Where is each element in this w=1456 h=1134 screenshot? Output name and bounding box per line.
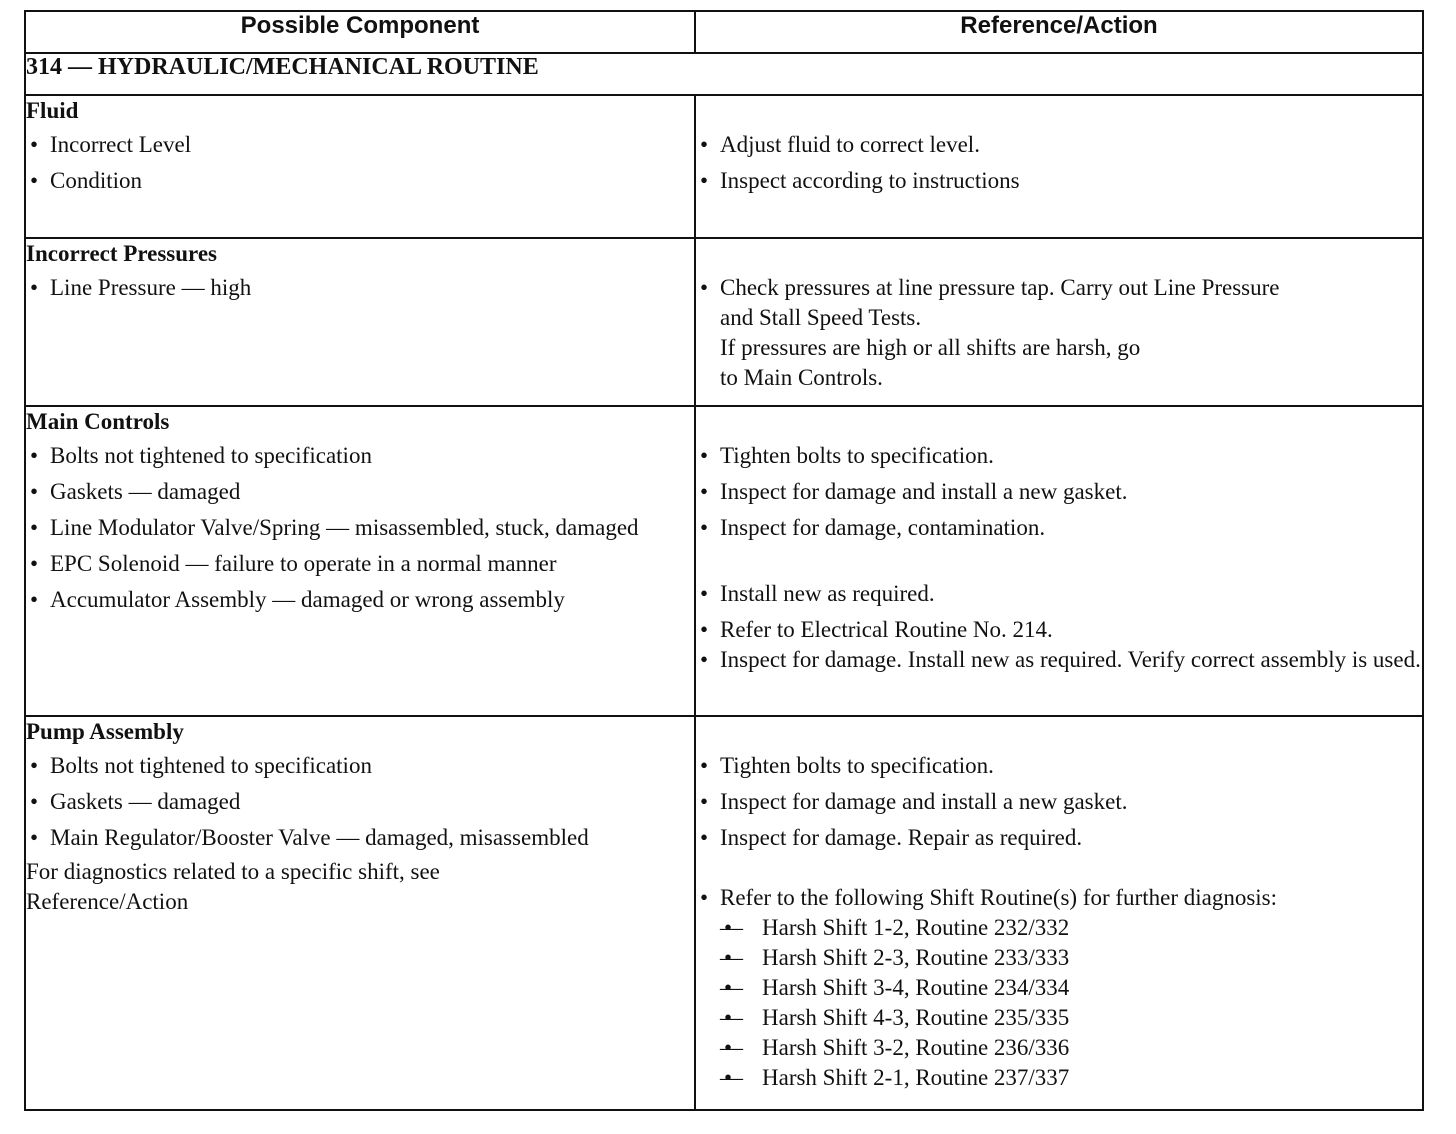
- pump-actions-cell: [695, 716, 1423, 1110]
- list-item: • Gaskets — damaged: [26, 787, 694, 817]
- list-item: • Inspect for damage, contamination.: [696, 513, 1422, 543]
- list-item: • Accumulator Assembly — damaged or wrong assembly: [26, 585, 694, 615]
- list-item: • Line Modulator Valve/Spring — misassembled, stuck, damaged: [26, 513, 694, 543]
- list-item: [696, 883, 1422, 1093]
- action-line: and Stall Speed Tests.: [720, 305, 922, 330]
- shift-routine-item: • — Harsh Shift 2-3, Routine 233/333: [720, 943, 1422, 973]
- shift-routine-item: • — Harsh Shift 2-1, Routine 237/337: [720, 1063, 1422, 1093]
- list-item: • Tighten bolts to specification.: [696, 751, 1422, 781]
- list-item: • Install new as required.: [696, 579, 1422, 609]
- header-possible-component: Possible Component: [25, 11, 695, 53]
- list-item: • Bolts not tightened to specification: [26, 751, 694, 781]
- shift-routine-item: • — Harsh Shift 1-2, Routine 232/332: [720, 913, 1422, 943]
- section-pressures: [25, 238, 1423, 406]
- list-item: • Refer to Electrical Routine No. 214.: [696, 615, 1422, 645]
- action-line: If pressures are high or all shifts are harsh, go: [720, 335, 1141, 360]
- list-item: • EPC Solenoid — failure to operate in a normal manner: [26, 549, 694, 579]
- diagnostic-table: [24, 10, 1424, 1111]
- main-controls-actions-cell: [695, 406, 1423, 716]
- section-title-pump: Pump Assembly: [26, 719, 184, 744]
- shift-routines-intro: • Refer to the following Shift Routine(s) for further diagnosis:: [720, 885, 1278, 910]
- list-item: • Condition: [26, 166, 694, 196]
- list-item: • Inspect for damage. Repair as required.: [696, 823, 1422, 853]
- list-item: • Gaskets — damaged: [26, 477, 694, 507]
- list-item: • Line Pressure — high: [26, 273, 694, 303]
- pressures-actions-cell: [695, 238, 1423, 406]
- list-item: • Inspect for damage. Install new as required. Verify correct assembly is used.: [696, 645, 1422, 675]
- section-title-pressures: Incorrect Pressures: [26, 241, 217, 266]
- list-item: • Adjust fluid to correct level.: [696, 130, 1422, 160]
- list-item: [696, 273, 1422, 393]
- action-line: to Main Controls.: [720, 365, 883, 390]
- list-item: • Main Regulator/Booster Valve — damaged, misassembled: [26, 823, 694, 853]
- list-item: • Tighten bolts to specification.: [696, 441, 1422, 471]
- shift-routine-item: • — Harsh Shift 3-4, Routine 234/334: [720, 973, 1422, 1003]
- list-item: • Inspect according to instructions: [696, 166, 1422, 196]
- shift-routine-list: [720, 913, 1422, 1093]
- shift-diagnostics-note: For diagnostics related to a specific shift, see Reference/Action: [26, 859, 440, 914]
- diagnostic-document: [24, 10, 1422, 1111]
- section-title-fluid: Fluid: [26, 98, 79, 123]
- action-line: • Check pressures at line pressure tap. Carry out Line Pressure: [720, 275, 1280, 300]
- section-pump-assembly: [25, 716, 1423, 1110]
- pump-components-cell: [25, 716, 695, 1110]
- list-item: • Incorrect Level: [26, 130, 694, 160]
- pressures-components-cell: [25, 238, 695, 406]
- routine-title: 314 — HYDRAULIC/MECHANICAL ROUTINE: [25, 53, 1423, 95]
- list-item: • Inspect for damage and install a new gasket.: [696, 477, 1422, 507]
- fluid-components-cell: [25, 95, 695, 238]
- shift-routine-item: • — Harsh Shift 3-2, Routine 236/336: [720, 1033, 1422, 1063]
- header-reference-action: Reference/Action: [695, 11, 1423, 53]
- shift-routine-item: • — Harsh Shift 4-3, Routine 235/335: [720, 1003, 1422, 1033]
- section-main-controls: [25, 406, 1423, 716]
- section-fluid: [25, 95, 1423, 238]
- section-title-main-controls: Main Controls: [26, 409, 170, 434]
- list-item: • Bolts not tightened to specification: [26, 441, 694, 471]
- fluid-actions-cell: [695, 95, 1423, 238]
- routine-row: [25, 53, 1423, 95]
- main-controls-components-cell: [25, 406, 695, 716]
- list-item: • Inspect for damage and install a new gasket.: [696, 787, 1422, 817]
- header-row: [25, 11, 1423, 53]
